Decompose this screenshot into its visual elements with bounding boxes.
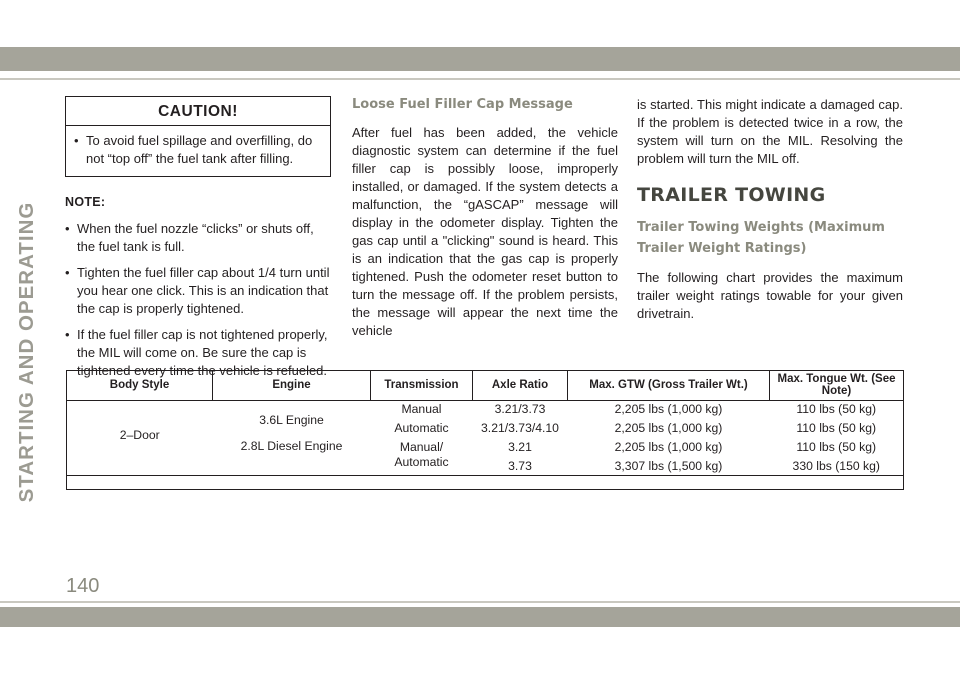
note-item: • When the fuel nozzle “clicks” or shuts off, the fuel tank is full. [65, 220, 331, 256]
caution-title: CAUTION! [66, 97, 330, 126]
table-header: Axle Ratio [473, 371, 568, 401]
towing-table [66, 370, 904, 490]
trailer-weights-body: The following chart provides the maximum trailer weight ratings towable for your given drivetrain. [637, 270, 903, 321]
note-item: • If the fuel filler cap is not tightened properly, the MIL will come on. Be sure the cap is tightened every time the vehicle is refueled. [65, 326, 331, 380]
side-label-text: STARTING AND OPERATING [15, 201, 38, 503]
trailer-weights-heading: Trailer Towing Weights (Maximum Trailer Weight Ratings) [637, 220, 885, 256]
tongue-cell: 110 lbs (50 kg) [796, 402, 877, 416]
gtw-cell: 2,205 lbs (1,000 kg) [614, 402, 723, 416]
bottom-band [0, 607, 960, 627]
loose-cap-body: After fuel has been added, the vehicle diagnostic system can determine if the fuel filler cap is possibly loose, improperly installed, or damaged. If the system detects a malfunction, the “gASCAP” message will display in the odometer display. Tighten the gas cap until a "clicking" sound is heard. This is an indication that the gas cap is properly tightened. Push the odometer reset button to turn the message off. If the problem persists, the message will appear the next time the vehicle [352, 125, 618, 338]
note-list [65, 220, 331, 380]
tongue-cell: 110 lbs (50 kg) [796, 440, 877, 454]
tongue-cell: 110 lbs (50 kg) [796, 421, 877, 435]
table-header: Body Style [67, 371, 213, 401]
transmission-cell: Automatic [394, 421, 449, 435]
axle-cell: 3.21 [508, 440, 532, 454]
gtw-cell: 2,205 lbs (1,000 kg) [614, 440, 723, 454]
caution-body [66, 126, 330, 176]
gtw-cell: 3,307 lbs (1,500 kg) [614, 459, 723, 473]
axle-cell: 3.73 [508, 459, 532, 473]
table-header: Max. GTW (Gross Trailer Wt.) [568, 371, 770, 401]
transmission-cell: Manual/ Automatic [394, 440, 449, 469]
axle-cell: 3.21/3.73 [494, 402, 546, 416]
loose-cap-continued: is started. This might indicate a damaged cap. If the problem is detected twice in a row, the system will turn on the MIL. Resolving the problem will turn the MIL off. [637, 97, 903, 166]
axle-cell: 3.21/3.73/4.10 [481, 421, 559, 435]
table-header: Max. Tongue Wt. (See Note) [770, 371, 904, 401]
top-band [0, 47, 960, 71]
engine-cell: 3.6L Engine [259, 413, 324, 427]
top-rule [0, 78, 960, 80]
table-header: Transmission [371, 371, 473, 401]
loose-cap-heading: Loose Fuel Filler Cap Message [352, 97, 573, 112]
column-right [637, 96, 903, 323]
column-middle [352, 96, 618, 340]
table-header-row [67, 371, 904, 401]
body-style-cell: 2–Door [119, 427, 160, 442]
caution-box [65, 96, 331, 177]
tongue-cell: 330 lbs (150 kg) [792, 459, 880, 473]
page-number: 140 [66, 575, 100, 597]
note-heading: NOTE: [65, 195, 106, 209]
bottom-rule [0, 601, 960, 603]
section-title: TRAILER TOWING [637, 184, 826, 206]
gtw-cell: 2,205 lbs (1,000 kg) [614, 421, 723, 435]
column-left [65, 96, 331, 388]
transmission-cell: Manual [401, 402, 442, 416]
table-row [67, 401, 904, 421]
engine-cell: 2.8L Diesel Engine [240, 439, 343, 453]
caution-item: • To avoid fuel spillage and overfilling, do not “top off” the fuel tank after filling. [74, 132, 322, 168]
table-header: Engine [213, 371, 371, 401]
note-item: • Tighten the fuel filler cap about 1/4 turn until you hear one click. This is an indication that the cap is properly tightened. [65, 264, 331, 318]
